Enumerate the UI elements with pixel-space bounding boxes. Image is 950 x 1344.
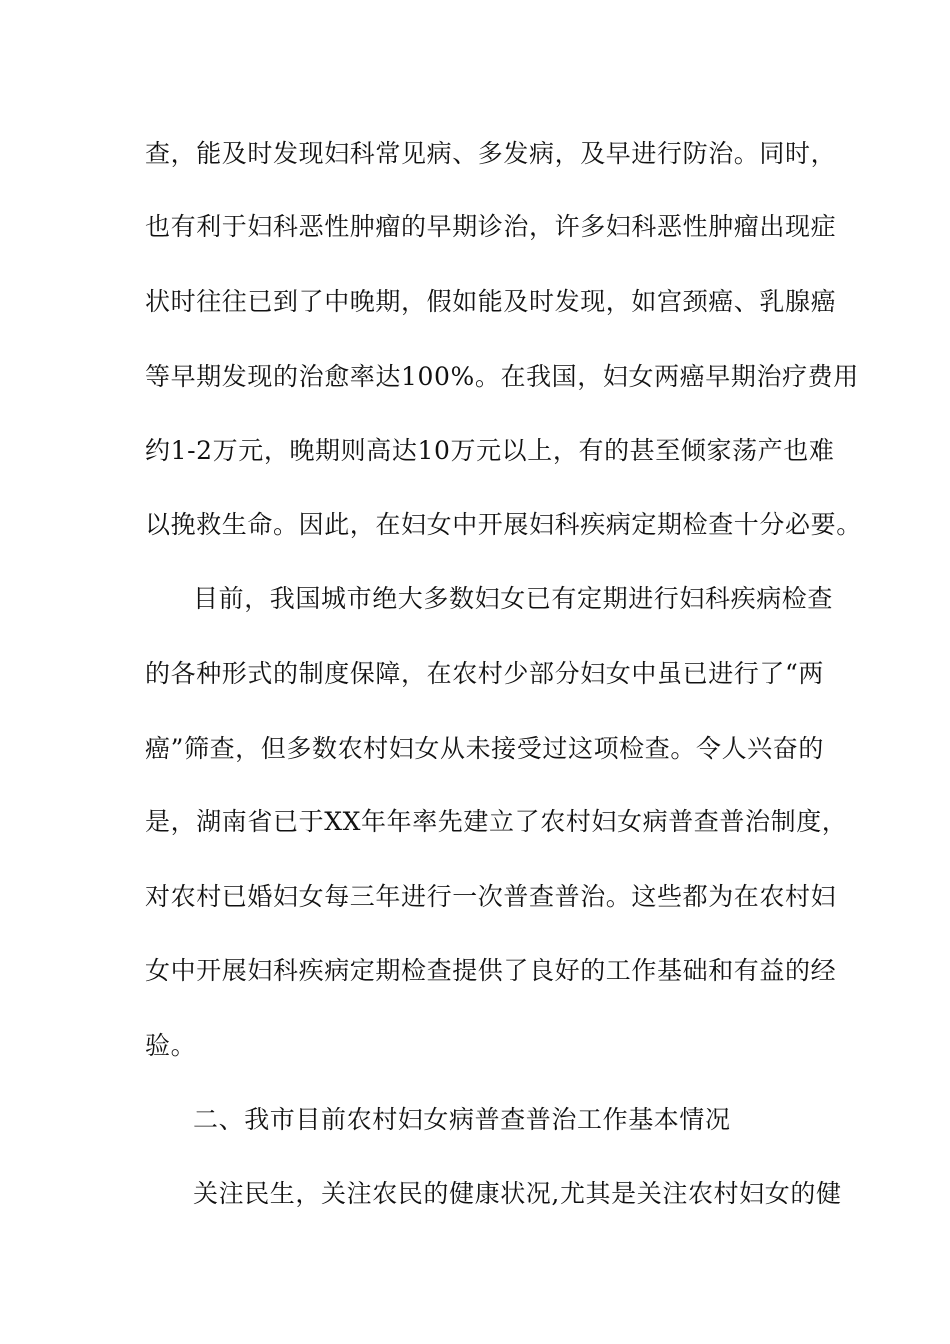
section-heading: 二、我市目前农村妇女病普查普治工作基本情况 bbox=[193, 1105, 731, 1134]
text-line: 癌”筛查，但多数农村妇女从未接受过这项检查。令人兴奋的 bbox=[145, 734, 824, 763]
paragraph-first-line: 目前，我国城市绝大多数妇女已有定期进行妇科疾病检查 bbox=[193, 584, 834, 613]
text-line: 以挽救生命。因此，在妇女中开展妇科疾病定期检查十分必要。 bbox=[145, 510, 862, 539]
text-line: 对农村已婚妇女每三年进行一次普查普治。这些都为在农村妇 bbox=[145, 882, 837, 911]
text-line: 约1-2万元，晚期则高达10万元以上，有的甚至倾家荡产也难 bbox=[145, 436, 835, 465]
text-line: 等早期发现的治愈率达100%。在我国，妇女两癌早期治疗费用 bbox=[145, 362, 859, 391]
text-line: 是，湖南省已于XX年年率先建立了农村妇女病普查普治制度， bbox=[145, 807, 848, 836]
text-line: 也有利于妇科恶性肿瘤的早期诊治，许多妇科恶性肿瘤出现症 bbox=[145, 212, 837, 241]
text-line: 状时往往已到了中晚期，假如能及时发现，如宫颈癌、乳腺癌 bbox=[145, 287, 837, 316]
text-line: 女中开展妇科疾病定期检查提供了良好的工作基础和有益的经 bbox=[145, 956, 837, 985]
paragraph-first-line: 关注民生，关注农民的健康状况,尤其是关注农村妇女的健 bbox=[193, 1179, 842, 1208]
text-line: 查，能及时发现妇科常见病、多发病，及早进行防治。同时， bbox=[145, 139, 837, 168]
text-line: 验。 bbox=[145, 1031, 197, 1060]
text-line: 的各种形式的制度保障，在农村少部分妇女中虽已进行了“两 bbox=[145, 659, 824, 688]
